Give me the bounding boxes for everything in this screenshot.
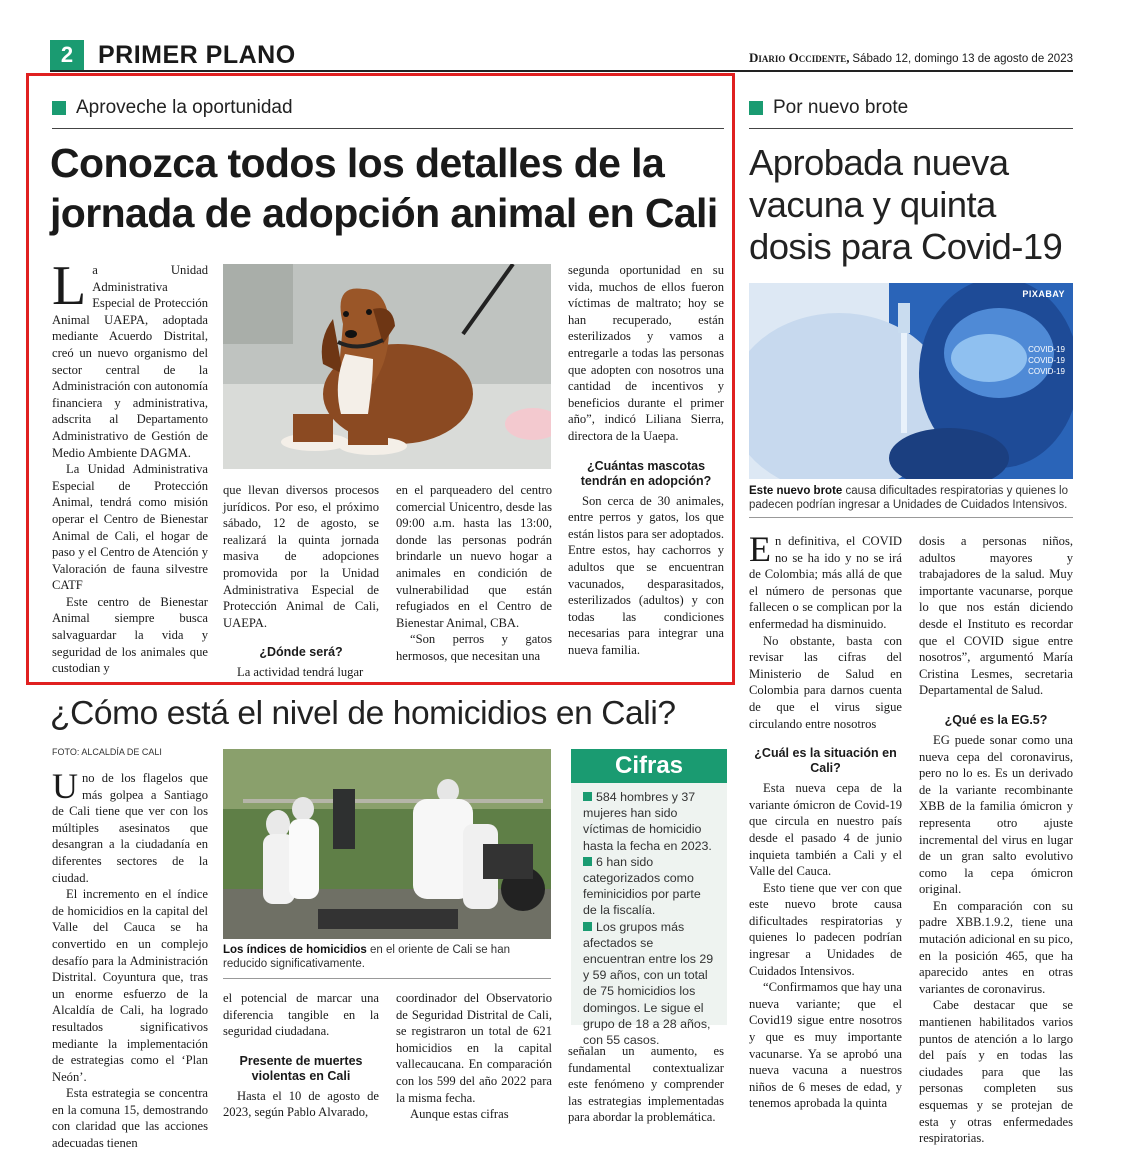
header-rule (50, 70, 1073, 72)
bullet-square (583, 857, 592, 866)
cifras-item-text: 584 hombres y 37 mujeres han sido víctimas de homicidio hasta la fecha en 2023. (583, 790, 712, 853)
dog-photo (223, 264, 551, 469)
homicidios-headline: ¿Cómo está el nivel de homicidios en Cali? (50, 695, 676, 732)
paragraph: “Confirmamos que hay una nueva variante; que el Covid19 sigue entre nosotros y que es muy importante vacunarse. Ya se aprobó una nueva vacuna a nuestros niños de 6 meses de edad, y tenemos aprobada la quinta (749, 980, 902, 1111)
subheading: ¿Dónde será? (259, 645, 343, 660)
paragraph: Esto tiene que ver con que este nuevo brote causa dificultades respiratorias y quienes lo padecen podrían ingresar a Unidades de Cuidados Intensivos. (749, 880, 902, 978)
homicidios-col-4 (568, 1043, 724, 1126)
kicker-text: Por nuevo brote (773, 97, 909, 118)
crime-scene-illustration (223, 749, 551, 939)
paragraph: No obstante, basta con revisar las cifras del Ministerio de Salud en Colombia para darnos cuenta de que el virus sigue circulando entre nosotros (749, 633, 902, 731)
paragraph: La actividad tendrá lugar (237, 665, 364, 680)
subheading: ¿Cuál es la situación en Cali? (754, 746, 897, 776)
crime-scene-photo (223, 749, 551, 939)
drop-cap: E (749, 529, 771, 569)
paragraph: “Son perros y gatos hermosos, que necesitan una (396, 632, 552, 663)
subheading: ¿Cuántas mascotas tendrán en adopción? (580, 458, 712, 488)
adopcion-col-4 (568, 262, 724, 658)
homicidios-col-1 (52, 766, 208, 1152)
covid-col-2 (919, 533, 1073, 1147)
paragraph: que llevan diversos procesos jurídicos. Por eso, el próximo sábado, 12 de agosto, se realizará la quinta jornada masiva de adopciones promovida por la Unidad Administrativa Especial de Protección Animal de Cali, UAEPA. (223, 483, 379, 630)
paragraph: La Unidad Administrativa Especial de Protección Animal, tendrá como misión operar el Centro de Bienestar Animal de Cali, el hogar de paso y el Centro de Atención y Valoración de fauna silvestre CATF (52, 462, 208, 593)
adopcion-col-1 (52, 255, 208, 677)
subheading: Presente de muertes violentas en Cali (239, 1053, 363, 1083)
cifras-item (571, 919, 727, 1049)
photo-credit: PIXABAY (1022, 289, 1065, 299)
kicker-square (52, 101, 66, 115)
adopcion-kicker (52, 96, 293, 120)
bullet-square (583, 922, 592, 931)
paragraph: a Unidad Administrativa Especial de Protección Animal UAEPA, adoptada mediante Acuerdo Distrital, creó un nuevo organismo del sector central de la Administración con autonomía financiera y administrativa, adscrita al Departamento Administrativo de Gestión de Medio Ambiente DAGMA. (52, 263, 208, 460)
paragraph: en el parqueadero del centro comercial Unicentro, desde las 09:00 a.m. hasta las 13:00, donde las personas podrán brindarle un nuevo hogar a animales en condición de vulnerabilidad que están refugiados en el Centro de Bienestar Animal, CBA. (396, 483, 552, 630)
paragraph: n definitiva, el COVID no se ha ido y no se irá de Colombia; más allá de que el número de personas que fallecen o se complican por la enfermedad ha disminuido. (749, 534, 902, 631)
paragraph: Cabe destacar que se mantienen habilitados varios puntos de atención a lo largo del país y en todas las ciudades para que las personas completen sus esquemas y se protejan de esta y otras enfermedades respiratorias. (919, 998, 1073, 1146)
kicker-text: Aproveche la oportunidad (76, 97, 293, 118)
covid-headline: Aprobada nueva vacuna y quinta dosis para Covid-19 (749, 142, 1063, 267)
paragraph: En comparación con su padre XBB.1.9.2, tiene una mutación adicional en su pico, en la posición 465, que ha aparecido antes en otras variantes de coronavirus. (919, 898, 1073, 996)
caption-rule (223, 978, 551, 979)
adopcion-headline: Conozca todos los detalles de la jornada de adopción animal en Cali (50, 140, 718, 236)
cifras-box (571, 749, 727, 1048)
photo-credit: FOTO: ALCALDÍA DE CALI (52, 747, 162, 757)
drop-cap: U (52, 766, 78, 806)
covid-kicker (749, 96, 908, 120)
homicidios-caption (223, 943, 551, 971)
paragraph: segunda oportunidad en su vida, muchos de ellos fueron víctimas de maltrato; hoy se han recuperado, están esterilizados y vamos a entregarle a todas las personas que adopten con nosotros una cantidad de incentivos y beneficios durante el primer año”, indicó Liliana Sierra, directora de la Uaepa. (568, 263, 724, 443)
covid-caption (749, 484, 1073, 512)
paragraph: El incremento en el índice de homicidios en la capital del Valle del Cauca se ha convertido en un complejo desafío para la Administración Distrital. Coyuntura que, tras un enorme esfuerzo de la Alcaldía de Cali, ha logrado resultados significativos mediante la implementación de estrategias como el ‘Plan Neón’. (52, 887, 208, 1084)
bullet-square (583, 792, 592, 801)
photo-label: COVID-19 (1028, 356, 1065, 365)
adopcion-col-3 (396, 482, 552, 665)
paper-name: Diario Occidente, (749, 50, 850, 65)
paragraph: Esta estrategia se concentra en la comuna 15, demostrando con claridad que las acciones adecuadas tienen (52, 1086, 208, 1151)
kicker-rule (749, 128, 1073, 129)
homicidios-col-3 (396, 990, 552, 1123)
caption-rule (749, 517, 1073, 518)
caption-lead: Los índices de homicidios (223, 944, 367, 956)
paragraph: Son cerca de 30 animales, entre perros y gatos, los que están listos para ser adoptados. Entre estos, hay cachorros y adultos que se encuentran vacunados, desparasitados, esterilizados (adultos) y con todas las condiciones necesarias para integrar una nueva familia. (568, 493, 724, 657)
subheading: ¿Qué es la EG.5? (944, 712, 1048, 727)
paragraph: Esta nueva cepa de la variante ómicron de Covid-19 que circula en nuestro país desde el pasado 4 de junio inquieta también a Cali y el Valle del Cauca. (749, 781, 902, 879)
kicker-rule (52, 128, 724, 129)
caption-text: en el oriente de Cali se han reducido significativamente. (223, 944, 510, 970)
paragraph: Este centro de Bienestar Animal siempre busca salvaguardar la vida y seguridad de los animales que custodian y (52, 594, 208, 676)
cifras-item (571, 789, 727, 854)
paragraph: no de los flagelos que más golpea a Santiago de Cali tiene que ver con los múltiples asesinatos que desangran a la ciudadanía en diferentes sectores de la ciudad. (52, 771, 208, 885)
adopcion-col-2 (223, 482, 379, 681)
kicker-square (749, 101, 763, 115)
covid-col-1 (749, 529, 902, 1112)
header-dateline (720, 50, 1073, 67)
paragraph: Hasta el 10 de agosto de 2023, según Pablo Alvarado, (223, 1088, 379, 1120)
section-title: PRIMER PLANO (98, 41, 296, 69)
lab-illustration (749, 283, 1073, 479)
photo-label: COVID-19 (1028, 345, 1065, 354)
drop-cap: L (52, 255, 87, 317)
covid-photo (749, 283, 1073, 479)
cifras-item (571, 854, 727, 919)
homicidios-col-2 (223, 990, 379, 1121)
photo-label: COVID-19 (1028, 367, 1065, 376)
cifras-title: Cifras (571, 749, 727, 783)
paragraph: señalan un aumento, es fundamental contextualizar este fenómeno y comprender las estrategias implementadas para abordar la problemática. (568, 1044, 724, 1125)
paragraph: coordinador del Observatorio de Seguridad Distrital de Cali, se registraron un total de 621 homicidios en la capital vallecaucana. En comparación con los 599 del año 2022 para la misma fecha. (396, 991, 552, 1105)
caption-text: causa dificultades respiratorias y quienes lo padecen podrían ingresar a Unidades de Cuidados Intensivos. (749, 485, 1068, 511)
paragraph: dosis a personas niños, adultos mayores y trabajadores de la salud. Muy importante vacunarse, porque lo que nos están diciendo desde el Instituto es recordar que el COVID sigue entre nosotros”, argumentó María Cristina Lesmes, secretaria Departamental de Salud. (919, 534, 1073, 698)
paragraph: EG puede sonar como una nueva cepa del coronavirus, pero no lo es. Es un derivado de la variante recombinante XBB de la familia ómicron y representa otro ajuste incremental del virus en lugar de un gran salto evolutivo como la cepa ómicron original. (919, 732, 1073, 897)
dog-illustration (223, 264, 551, 469)
caption-lead: Este nuevo brote (749, 485, 843, 497)
paragraph: el potencial de marcar una diferencia tangible en la seguridad ciudadana. (223, 991, 379, 1039)
cifras-item-text: 6 han sido categorizados como feminicidios por parte de la fiscalía. (583, 854, 701, 918)
issue-date: Sábado 12, domingo 13 de agosto de 2023 (852, 53, 1073, 65)
paragraph: Aunque estas cifras (410, 1107, 509, 1122)
cifras-item-text: Los grupos más afectados se encuentran entre los 29 y 59 años, con un total de 75 homicidios los domingos. Le sigue el grupo de 18 a 28 años, con 55 casos. (583, 919, 714, 1048)
page-number-badge: 2 (50, 40, 84, 70)
